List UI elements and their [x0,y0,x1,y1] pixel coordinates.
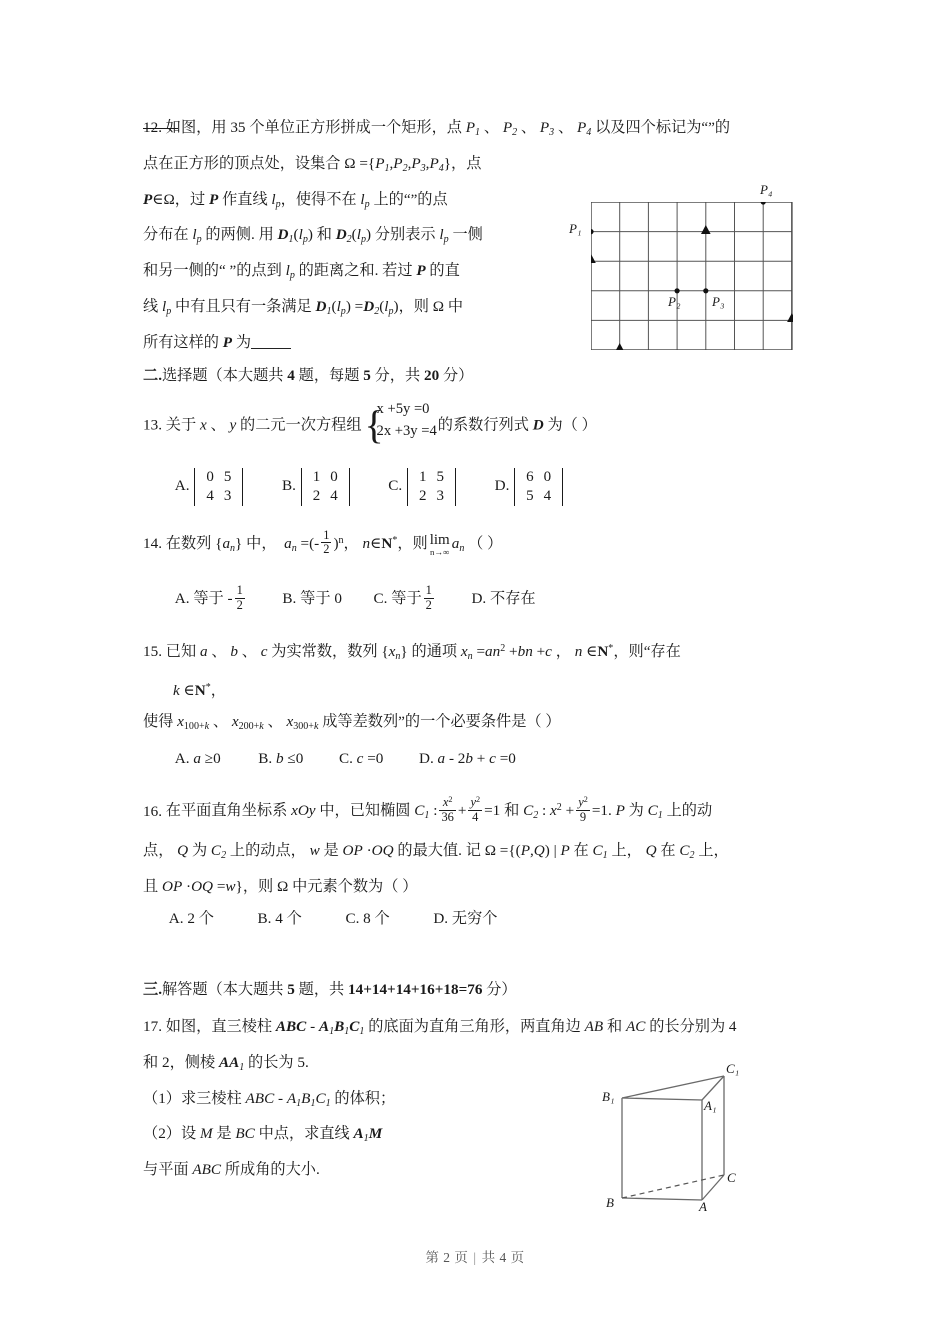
q15-line2-text: k ∈N*， [173,681,226,699]
q16-line-3 [143,871,811,902]
q12-line-4 [143,219,573,255]
q16-choice-C[interactable]: C. 8 个 [345,910,390,928]
q14-choice-A-letter: A. [174,590,190,608]
label-P4: P₄ [760,182,773,197]
question-13 [143,399,811,510]
section-3-rest-a: （本大题共 [207,981,288,999]
cell: 0 [330,468,338,485]
q13-text-b: 的系数行列式 D 为（ ） [437,416,597,434]
q12-line6-text: 线 $l_p$ 中有且只有一条满足 $D_1(l_p) =D_2(l_p)$，则 Ω 中 [143,297,464,317]
q14-choice-B[interactable] [282,579,342,619]
triangle-marker-1 [701,225,711,234]
q13-choice-D-letter: D. [494,477,510,495]
q13-text-a: 关于 x 、 y 的二元一次方程组 [165,416,362,434]
label-C: C [727,1170,736,1185]
q13-choice-B-determinant [301,468,350,506]
q13-eq-2: 2x +3y =4 [376,422,437,439]
left-brace-icon: { [364,401,384,447]
section-2-rest-d: 分） [439,366,474,384]
section-2-rest-b: 题，每题 [294,366,364,384]
q14-choice-C-letter: C. [373,590,388,608]
section-3-prefix: 三. [143,981,162,999]
cell: 4 [543,487,552,504]
cell: 5 [526,487,534,504]
cell: 0 [206,468,214,485]
q14-choice-D-label: 不存在 [490,590,536,608]
triangular-prism-svg [600,1062,785,1220]
q13-choice-D[interactable] [495,463,565,509]
q12-line5-text: 和另一侧的“ ”的点到 $l_p$ 的距离之和. 若过 P 的直 [143,262,460,281]
question-16 [143,790,811,934]
label-B: B [606,1195,614,1210]
q15-choices [143,742,811,774]
q14-choices [143,579,811,620]
q13-eq-1: x +5y =0 [376,400,430,417]
label-P1: P₁ [569,221,582,236]
q13-choice-A[interactable] [175,463,245,509]
q12-line3-text: P∈Ω，过 P 作直线 $l_p$，使得不在 $l_p$ 上的“”的点 [143,190,448,210]
q12-line-1 [143,112,811,148]
q14-limit [430,533,450,557]
q15-line-2 [143,672,811,706]
q17-part1-text: （1）求三棱柱 ABC - $A_1B_1C_1$ 的体积； [143,1089,396,1109]
q12-answer-blank[interactable] [251,348,291,349]
q17-part-1 [143,1083,563,1119]
q14-stem [143,523,811,567]
q13-choice-B-letter: B. [281,477,296,495]
q15-choice-B[interactable]: B. b ≤0 [258,749,304,767]
q14-text-a: 在数列 $\{a_n\}$ 中， $a_n$ =(- $\frac{1}{2}$ )$^n$， n∈N*，则 [165,527,428,557]
q14-choice-A-label: 等于 - [193,590,233,608]
q15-choice-A[interactable]: A. a ≥0 [174,749,221,767]
q16-choice-D[interactable]: D. 无穷个 [433,910,498,928]
section-2-total: 20 [423,366,440,384]
label-C1: C₁ [726,1061,740,1076]
q16-line-1 [143,790,811,836]
q13-number: 13. [143,416,162,434]
q17-part-2a [143,1118,563,1154]
q14-limit-operator: lim [429,531,450,548]
q17-line2-text: 和 2，侧棱 $AA_1$ 的长为 5. [143,1053,309,1073]
q16-choice-B[interactable]: B. 4 个 [257,910,302,928]
cell: 0 [543,468,552,485]
q14-choice-A[interactable] [175,579,247,619]
q14-choice-A-fraction [235,584,245,612]
q12-line-7 [143,327,573,358]
q17-figure [600,1062,785,1220]
q13-choice-C[interactable] [388,463,457,509]
q14-number: 14. [143,535,162,553]
section-2-heading [143,360,811,391]
q16-choice-A[interactable]: A. 2 个 [168,910,214,928]
q13-choice-A-determinant [194,468,243,506]
q16-line1-text: 在平面直角坐标系 xOy 中，已知椭圆 $C_1$ : $\frac{x^2}{36}$ + $\frac{y^2}{4}$ =1 和 $C_2$ : $x^2$ + $\frac{y^2}{9}$ =1. P 为 $C_1$ 上的动 [165,795,713,824]
section-2-rest-c: 分，共 [370,366,424,384]
section-3-total: 14+14+14+16+18=76 [348,981,483,999]
cell: 3 [223,487,232,504]
label-P2: P₂ [668,294,681,309]
q16-line2-text: 点， Q 为 $C_2$ 上的动点， w 是 OP ·OQ 的最大值. 记 Ω ={(P,Q) | P 在 $C_1$ 上， Q 在 $C_2$ 上， [143,842,729,862]
q12-figure [569,182,793,350]
q16-c1-frac-1: $\frac{x^2}{36}$ [441,795,454,824]
label-A: A [699,1199,707,1214]
q15-line1-text: 已知 a 、 b 、 c 为实常数，数列 $\{x_n\}$ 的通项 $x_n =an^2 +bn +c$ ， n ∈N*，则“存在 [165,643,681,663]
question-14 [143,523,811,619]
q14-fraction-half: $\frac{1}{2}$ [323,527,330,557]
q15-number: 15. [143,643,162,661]
cell: 1 [419,468,427,485]
q14-limit-subscript: n→∞ [429,546,450,557]
cell: 5 [436,468,445,485]
q14-text-c: $a_n$ （ ） [451,535,503,554]
q12-line-6 [143,291,573,327]
q12-number: 12. [143,119,162,136]
q14-choice-C-fraction [424,584,434,612]
q15-line3-text: 使得 x100+k 、 x200+k 、 x300+k 成等差数列”的一个必要条件是（ ） [143,712,561,732]
q17-line1-text: 如图，直三棱柱 ABC - $A_1B_1C_1$ 的底面为直角三角形，两直角边 AB 和 AC 的长分别为 4 [165,1018,737,1037]
triangle-marker-3 [787,313,793,322]
point-P1 [591,229,594,234]
q12-line-3 [143,184,573,220]
q12-line-5 [143,255,573,291]
grid-lines [591,202,792,350]
point-P3 [703,288,708,293]
q17-number: 17. [143,1018,162,1036]
section-2-each: 5 [363,366,371,384]
grid-outer-border [591,202,792,350]
section-3-rest-b: 题，共 [294,981,349,999]
cell: 6 [526,468,534,485]
q16-c1-frac-2: $\frac{y^2}{4}$ [470,795,481,824]
q16-choices [143,902,811,934]
denominator: 2 [236,597,243,612]
page-footer [0,1246,950,1266]
numerator: 1 [236,583,243,598]
triangle-marker-4 [615,343,625,350]
q17-part2b-text: 与平面 ABC 所成角的大小. [143,1161,320,1179]
numerator: 1 [425,583,432,598]
q14-choice-D-letter: D. [471,590,487,608]
q13-choice-A-letter: A. [174,477,190,495]
q13-choice-C-letter: C. [388,477,403,495]
cell: 2 [312,487,321,504]
section-2-prefix: 二. [143,366,162,384]
q13-choices [143,463,811,510]
q13-stem [143,399,811,453]
footer-total-label: 共 4 页 [481,1250,525,1265]
q16-line-2 [143,835,811,871]
q16-line3-text: 且 OP ·OQ =w}，则 Ω 中元素个数为（ ） [143,878,418,896]
q15-line-1 [143,633,811,672]
point-P2 [675,288,680,293]
cell: 2 [419,487,427,504]
q15-choice-D[interactable]: D. a - 2b + c =0 [418,749,516,767]
cell: 1 [312,468,321,485]
section-2-count: 4 [287,366,295,384]
label-B1: B₁ [602,1089,615,1104]
prism-hidden-edge-BC [622,1175,724,1198]
section-2-name: 选择题 [161,366,208,384]
point-P4 [761,202,766,205]
q12-line-2 [143,148,573,184]
footer-page-label: 第 2 页 [425,1250,469,1265]
cell: 5 [223,468,232,485]
q14-choice-C[interactable] [374,579,436,619]
label-P3: P₃ [712,294,725,309]
q13-system [365,398,437,452]
q14-choice-C-label: 等于 [391,590,422,608]
q17-part-2b [143,1154,563,1185]
q12-line1-text: 如图，用 35 个单位正方形拼成一个矩形，点 $P_1$ 、 $P_2$ 、 $P_3$ 、 $P_4$ 以及四个标记为“”的 [165,119,731,138]
denominator: 2 [425,597,432,612]
q13-choice-B[interactable] [282,463,351,509]
q12-line4-text: 分布在 $l_p$ 的两侧. 用 $D_1(l_p)$ 和 $D_2(l_p)$ 分别表示 $l_p$ 一侧 [143,226,483,246]
section-3-rest-c: 分） [482,981,517,999]
q14-choice-D[interactable] [471,579,535,619]
q15-choice-C[interactable]: C. c =0 [338,749,384,767]
q16-number: 16. [143,802,162,820]
prism-solid-edges [622,1076,724,1200]
question-15 [143,633,811,773]
cell: 4 [206,487,214,504]
q12-line2-text: 点在正方形的顶点处，设集合 $\Omega =\{P_1,P_2,P_3,P_4\}$，点 [143,154,482,174]
q15-line-3 [143,706,811,742]
section-2-rest-a: （本大题共 [207,366,288,384]
cell: 3 [436,487,445,504]
q12-line7-text: 所有这样的 P 为 [143,333,251,351]
q14-choice-B-label: 等于 0 [300,590,342,608]
grid-rectangle-svg [591,202,793,350]
footer-separator: | [473,1250,477,1265]
q17-line-1 [143,1011,811,1047]
q13-choice-D-determinant [514,468,563,506]
section-3-name: 解答题 [161,981,208,999]
q14-choice-B-letter: B. [282,590,297,608]
q16-c2-frac: $\frac{y^2}{9}$ [578,795,588,824]
section-3-heading [143,974,811,1005]
section-3-count: 5 [287,981,295,999]
q17-part2a-text: （2）设 M 是 BC 中点，求直线 $A_1M$ [143,1125,383,1145]
label-A1: A₁ [704,1098,717,1113]
cell: 4 [330,487,338,504]
q13-choice-C-determinant [407,468,456,506]
